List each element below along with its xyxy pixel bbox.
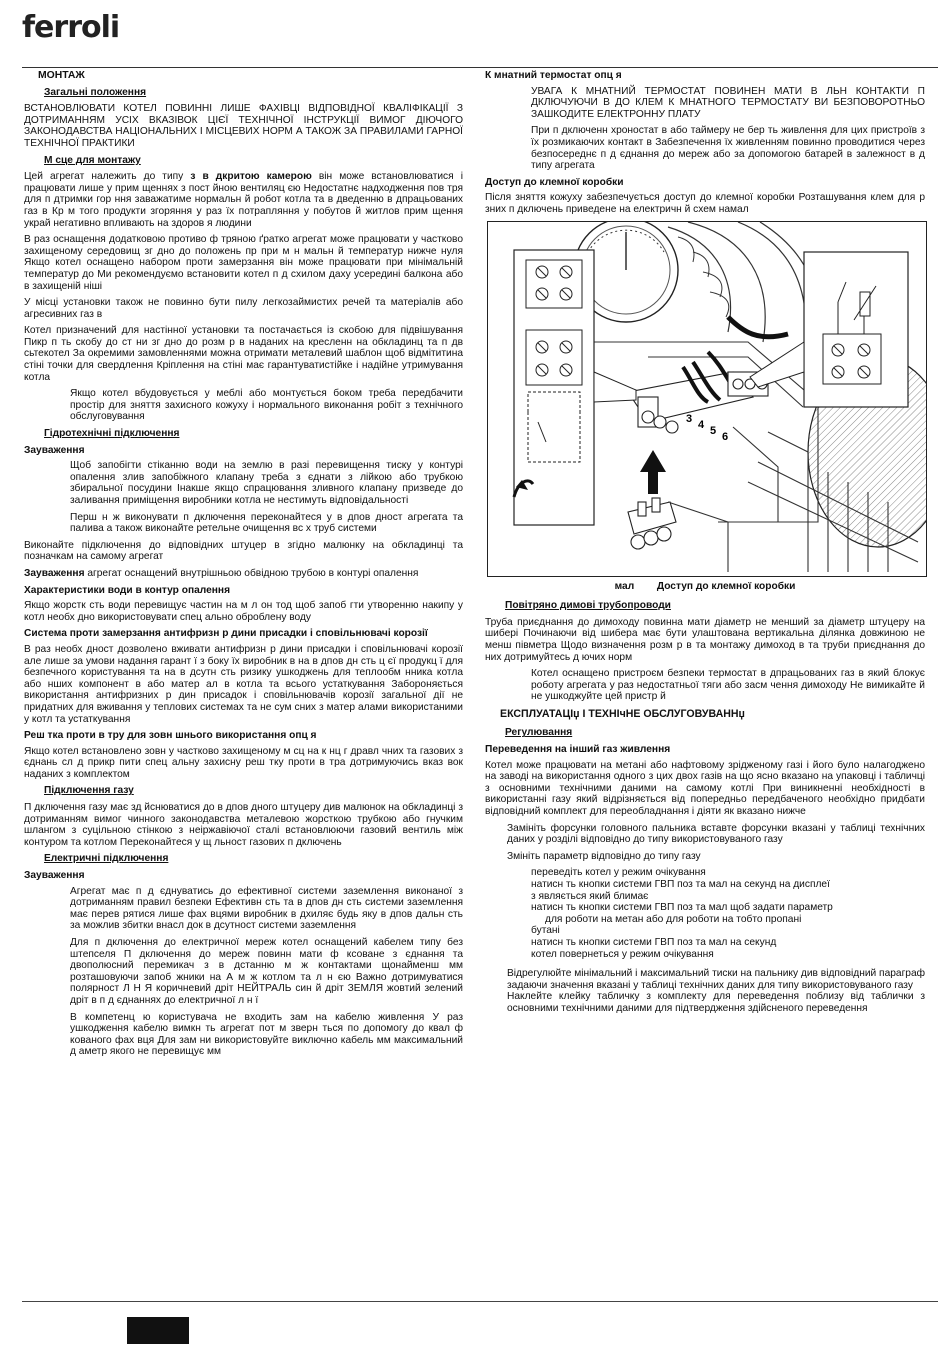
place-p1-start: Цей агрегат належить до типу <box>24 171 184 183</box>
place-paragraph-2: В раз оснащення додатковою противо ф тряною ґратко агрегат може працювати у частково захищеному середовищ зг дно до положень пр при м н мальн й температур нижче нуля Якщо котел оснащено набором проти замерзання він може працювати при мінімальній температур до Ми рекомендуємо встановити котел п д схилом даху усередині балкона або в захищеній ніші <box>24 234 463 292</box>
terminal-number-5: 5 <box>710 424 717 437</box>
hydraulic-note-title: Зауваження <box>24 444 85 456</box>
place-paragraph-3: У місці установки також не повинно бути пилу легкозаймистих речей та матеріалів або агресивних газ в <box>24 297 463 320</box>
conversion-paragraph-3: Відрегулюйте мінімальний і максимальний тиски на пальнику див відповідний параграф задаючи значення вказані у таблиці технічних даних для типу використовуваного газу <box>507 968 925 991</box>
inset-pointer-left <box>594 372 636 402</box>
place-paragraph-5: Якщо котел вбудовується у меблі або монтується боком треба передбачити простір для зняття захисного кожуху і нормального виконання робіт з технічного обслуговування <box>70 388 463 423</box>
conversion-substep: для роботи на метан або для роботи на тобто пропані <box>545 913 802 925</box>
heading-terminal-access: Доступ до клемної коробки <box>485 176 624 188</box>
terminal-number-3: 3 <box>686 412 693 425</box>
place-paragraph-1 <box>24 171 463 229</box>
heading-general: Загальні положення <box>44 86 147 98</box>
place-paragraph-4: Котел призначений для настінної установки та постачається із скобою для підвішування Пикр п ть скобу до ст ни зг дно до розм р в наданих на кресленн на обкладинц та п дв сьтекотел За окремими замовленнями можна отримати металевий шаблон щоб відмітитина стіні точки для свердлення Кріплення на стіні має гарантуватистійке і надійне утримування котла <box>24 325 463 383</box>
conversion-step-2: Змініть параметр відповідно до типу газу <box>507 850 701 862</box>
figure-caption-text: Доступ до клемної коробки <box>656 580 796 592</box>
access-paragraph: Після зняття кожуху забезпечується доступ до клемної коробки Розташування клем для р зних п дключень приведене на електричн й схем намал <box>485 192 925 215</box>
conversion-substep: натисн ть кнопки системи ГВП поз та мал на секунд <box>531 936 777 948</box>
terminal-box-figure <box>487 221 927 577</box>
gas-paragraph: П дключення газу має зд йснюватися до в дпов дного штуцеру див малюнок на обкладинці з дотриманням вимог чинного законодавства металевою жорсткою трубкою або гнучким шлангом з суцільною стінкою з неіржавіючої сталі встановлюючи газовий вентиль між контуром та котлом Переконайтеся у щ льност газових п дключень <box>24 802 463 848</box>
grate-paragraph: Якщо котел встановлено зовн у частково захищеному м сц на к нц г дравл чних та газових з єднань сл д прикр пити спец альну захисну реш тку проти в тра дотримуючись вказ вок наданих з комплектом <box>24 745 463 780</box>
footer-rule <box>22 1301 938 1302</box>
electrical-paragraph-1: Агрегат має п д єднуватись до ефективної системи заземлення виконаної з дотриманням правил безпеки Ефективн сть та в дпов дн сть системи заземлення має перев рятися лише фах вцями виробник в дхиляє будь яку в дпов дальн сть за можлив збитки внасл док в дсутност системи заземлення <box>70 885 463 932</box>
right-inset-thermostat-detail <box>804 252 908 407</box>
general-text: ВСТАНОВЛЮВАТИ КОТЕЛ ПОВИННІ ЛИШЕ ФАХІВЦІ ВІДПОВІДНОЇ КВАЛІФІКАЦІЇ З ДОТРИМАННЯМ УСІХ ВКАЗІВОК ЦІЄЇ ТЕХНІЧНОЇ ІНСТРУКЦІЇ ВИМОГ ДІЮЧОГО ЗАКОНОДАВСТВА НАЦІОНАЛЬНИХ І МІСЦЕВИХ НОРМ А ТАКОЖ ЗА ПРАВИЛАМИ ГАРНОЇ ТЕХНІЧНОЇ ПРАКТИКИ <box>24 103 463 149</box>
hydraulic-paragraph-2: Перш н ж виконувати п дключення переконайтеся у в дпов дност агрегата та палива а також виконайте ретельне очищення вс х труб системи <box>70 511 463 535</box>
figure-caption <box>485 581 925 593</box>
conversion-paragraph-4: Наклейте клейку табличку з комплекту для переведення поблизу від таблички з основними технічними даними для підтвердження здійсненого переведення <box>507 991 925 1014</box>
heading-room-thermostat: К мнатний термостат опц я <box>485 70 622 81</box>
thermostat-warning: УВАГА К МНАТНИЙ ТЕРМОСТАТ ПОВИНЕН МАТИ В ЛЬН КОНТАКТИ П ДКЛЮЧУЮЧИ В ДО КЛЕМ К МНАТНОГО ТЕРМОСТАТУ ВИ БЕЗПОВОРОТНЬО ЗАШКОДИТЕ ЕЛЕКТРОННУ ПЛАТУ <box>531 85 925 120</box>
conversion-substep: з являється який блимає <box>531 890 649 902</box>
heading-gas: Підключення газу <box>44 785 134 797</box>
conversion-paragraph: Котел може працювати на метані або нафтовому зрідженому газі і його було налагоджено на заводі на використання одного з цих двох газів на що ясно вказано на упаковці і табличці з основними технічними даними на самому котлі При виникненні необхідності в використанні газу який відрізняється від попередньо передбаченого необхідно придбати відповідний комплект для переобладнання і діяти як вказано нижче <box>485 759 925 818</box>
conversion-substep: котел повернеться у режим очікування <box>531 948 714 960</box>
conversion-substeps <box>531 867 925 960</box>
heading-regulation: Регулювання <box>505 727 573 739</box>
heading-hydraulic: Гідротехнічні підключення <box>44 428 180 440</box>
conversion-step-1: Замініть форсунки головного пальника вставте форсунки вказані у таблиці технічних даних у розділі відповідно до типу використовуваного газу <box>507 822 925 846</box>
heading-gas-conversion: Переведення на інший газ живлення <box>485 744 671 756</box>
electrical-paragraph-2: Для п дключення до електричної мереж котел оснащений кабелем типу без штепселя П дключення до мереж повинн мати ф ксоване з єднання та двополюсний перемикач з в дстанню м ж контактами щонайменш мм розташовуючи запоб жники на А м ж котлом та л н єю Важно дотримуватися полярност Л Н Я коричневий дріт НЕЙТРАЛЬ син й дріт ЗЕМЛЯ жовтий зелений дріт в п д єднаннях до електричної л н ї <box>70 937 463 1006</box>
heading-water: Характеристики води в контур опалення <box>24 584 231 596</box>
heading-flue: Повітряно димові трубопроводи <box>505 600 671 612</box>
brand-logo: ferroli <box>22 10 120 45</box>
conversion-substep: натисн ть кнопки системи ГВП поз та мал на секунд на дисплеї <box>531 879 830 890</box>
heading-electrical: Електричні підключення <box>44 853 169 865</box>
terminal-number-4: 4 <box>698 418 705 431</box>
section-title-installation: МОНТАЖ <box>38 70 85 81</box>
flue-paragraph: Труба приєднання до димоходу повинна мати діаметр не менший за діаметр штуцеру на шибері Починаючи від шибера має бути улаштована вертикальна ділянка довжиною не менш півметра Щодо визначення розм р в та монтажу димоход в та труби приєднання до них дотримуйтесь д ючих норм <box>485 616 925 663</box>
hydraulic-p4-text: агрегат оснащений внутрішньою обвідною трубою в контурі опалення <box>87 567 419 579</box>
conversion-substep: натисн ть кнопки системи ГВП поз та мал щоб задати параметр <box>531 902 833 914</box>
electrical-paragraph-3: В компетенц ю користувача не входить зам на кабелю живлення У раз ушкодження кабелю вимкн ть агрегат пот м зверн ться по допомогу до квал ф кованого фах вця Для зам ни використовуйте виключно кабель мм максимальний д аметр якого не перевищує мм <box>70 1011 463 1058</box>
left-column <box>24 70 463 1063</box>
antifreeze-paragraph: В раз необх дност дозволено вживати антифризн р дини присадки і сповільнювачі корозії але лише за умови надання гарант ї з боку їх виробник в на в дпов дн сть ц єї продукц ї для безпечного користування та на в дсутн сть ризику ушкоджень для теплообм нника котла або нших компонент в або матер ал в котла та всього устаткування Забороняється використання антифризних р дин присадок і сповільнювачів корозії загальної дії не придатних для вживання у теплових системах та не сум сних з матер алами використаними у котл та устаткування <box>24 643 463 725</box>
thermostat-paragraph: При п дключенн хроностат в або таймеру не бер ть живлення для цих пристроїв з їх розмикаючих контакт в Забезпечення їх живленням повинно проводитися через безпосереднє п д єднання до мереж або за допомогою батарей в залежност в д типу агрегата <box>531 125 925 172</box>
hydraulic-paragraph-4 <box>24 568 463 580</box>
inset-pointer-right <box>750 342 804 387</box>
place-p1-rest: він може встановлюватися і працювати лише у прим щеннях з пост йною вентиляц єю Недостатнє надходження пов тря для п дтримки гор ння заважатиме нормальн й робот котла та в дведенню в дпрацьованих газ в Кр м того продукти згоряння у раз їх потрапляння у побутов й житлов прим щення украй негативно впливають на здоров я людини <box>24 171 463 229</box>
terminal-box-illustration <box>488 222 926 576</box>
figure-caption-label: мал <box>614 580 635 592</box>
hydraulic-paragraph-3: Виконайте підключення до відповідних штуцер в згідно малюнку на обкладинці та позначкам на самому агрегат <box>24 539 463 563</box>
right-column <box>485 70 925 1020</box>
header-rule <box>22 67 938 68</box>
place-p1-bold: з в дкритою камерою <box>190 171 312 183</box>
hydraulic-paragraph-1: Щоб запобігти стіканню води на землю в разі перевищення тиску у контурі опалення злив запобіжного клапану треба з єднати з лійкою або трубкою збиральної посудини Інакше якщо спрацювання зливного клапану призведе до заливання приміщення виробники котла не нестимуть відповідальності <box>70 460 463 506</box>
electrical-note-title: Зауваження <box>24 870 85 882</box>
hydraulic-p4-bold: Зауваження <box>24 567 85 579</box>
connector-plug-icon <box>628 498 676 549</box>
heading-place: М сце для монтажу <box>44 154 141 166</box>
heading-grate: Реш тка проти в тру для зовн шнього використання опц я <box>24 730 317 742</box>
heading-antifreeze: Система проти замерзання антифризн р дини присадки і сповільнювачі корозії <box>24 628 428 640</box>
up-arrow-icon <box>640 450 666 494</box>
flue-paragraph-2: Котел оснащено пристроєм безпеки термостат в дпрацьованих газ в який блокує роботу агрегата у раз недостатньої тяги або засм чення димоходу Не вимикайте й не ушкоджуйте цей пристр й <box>531 668 925 703</box>
water-paragraph: Якщо жорстк сть води перевищує частин на м л он тод щоб запоб гти утворенню накипу у котл необх дно використовувати спец ально оброблену воду <box>24 600 463 623</box>
conversion-substep: переведіть котел у режим очікування <box>531 867 706 879</box>
left-inset-terminal-detail <box>514 250 594 525</box>
page-number-box <box>127 1317 189 1344</box>
conversion-substep: бутані <box>531 925 560 937</box>
section-title-operation: ЕКСПЛУАТАЦІџ І ТЕХНІчНЕ ОБСЛУГОВУВАННџ <box>500 707 745 720</box>
terminal-number-6: 6 <box>722 430 729 443</box>
pipe-icon <box>668 222 819 342</box>
